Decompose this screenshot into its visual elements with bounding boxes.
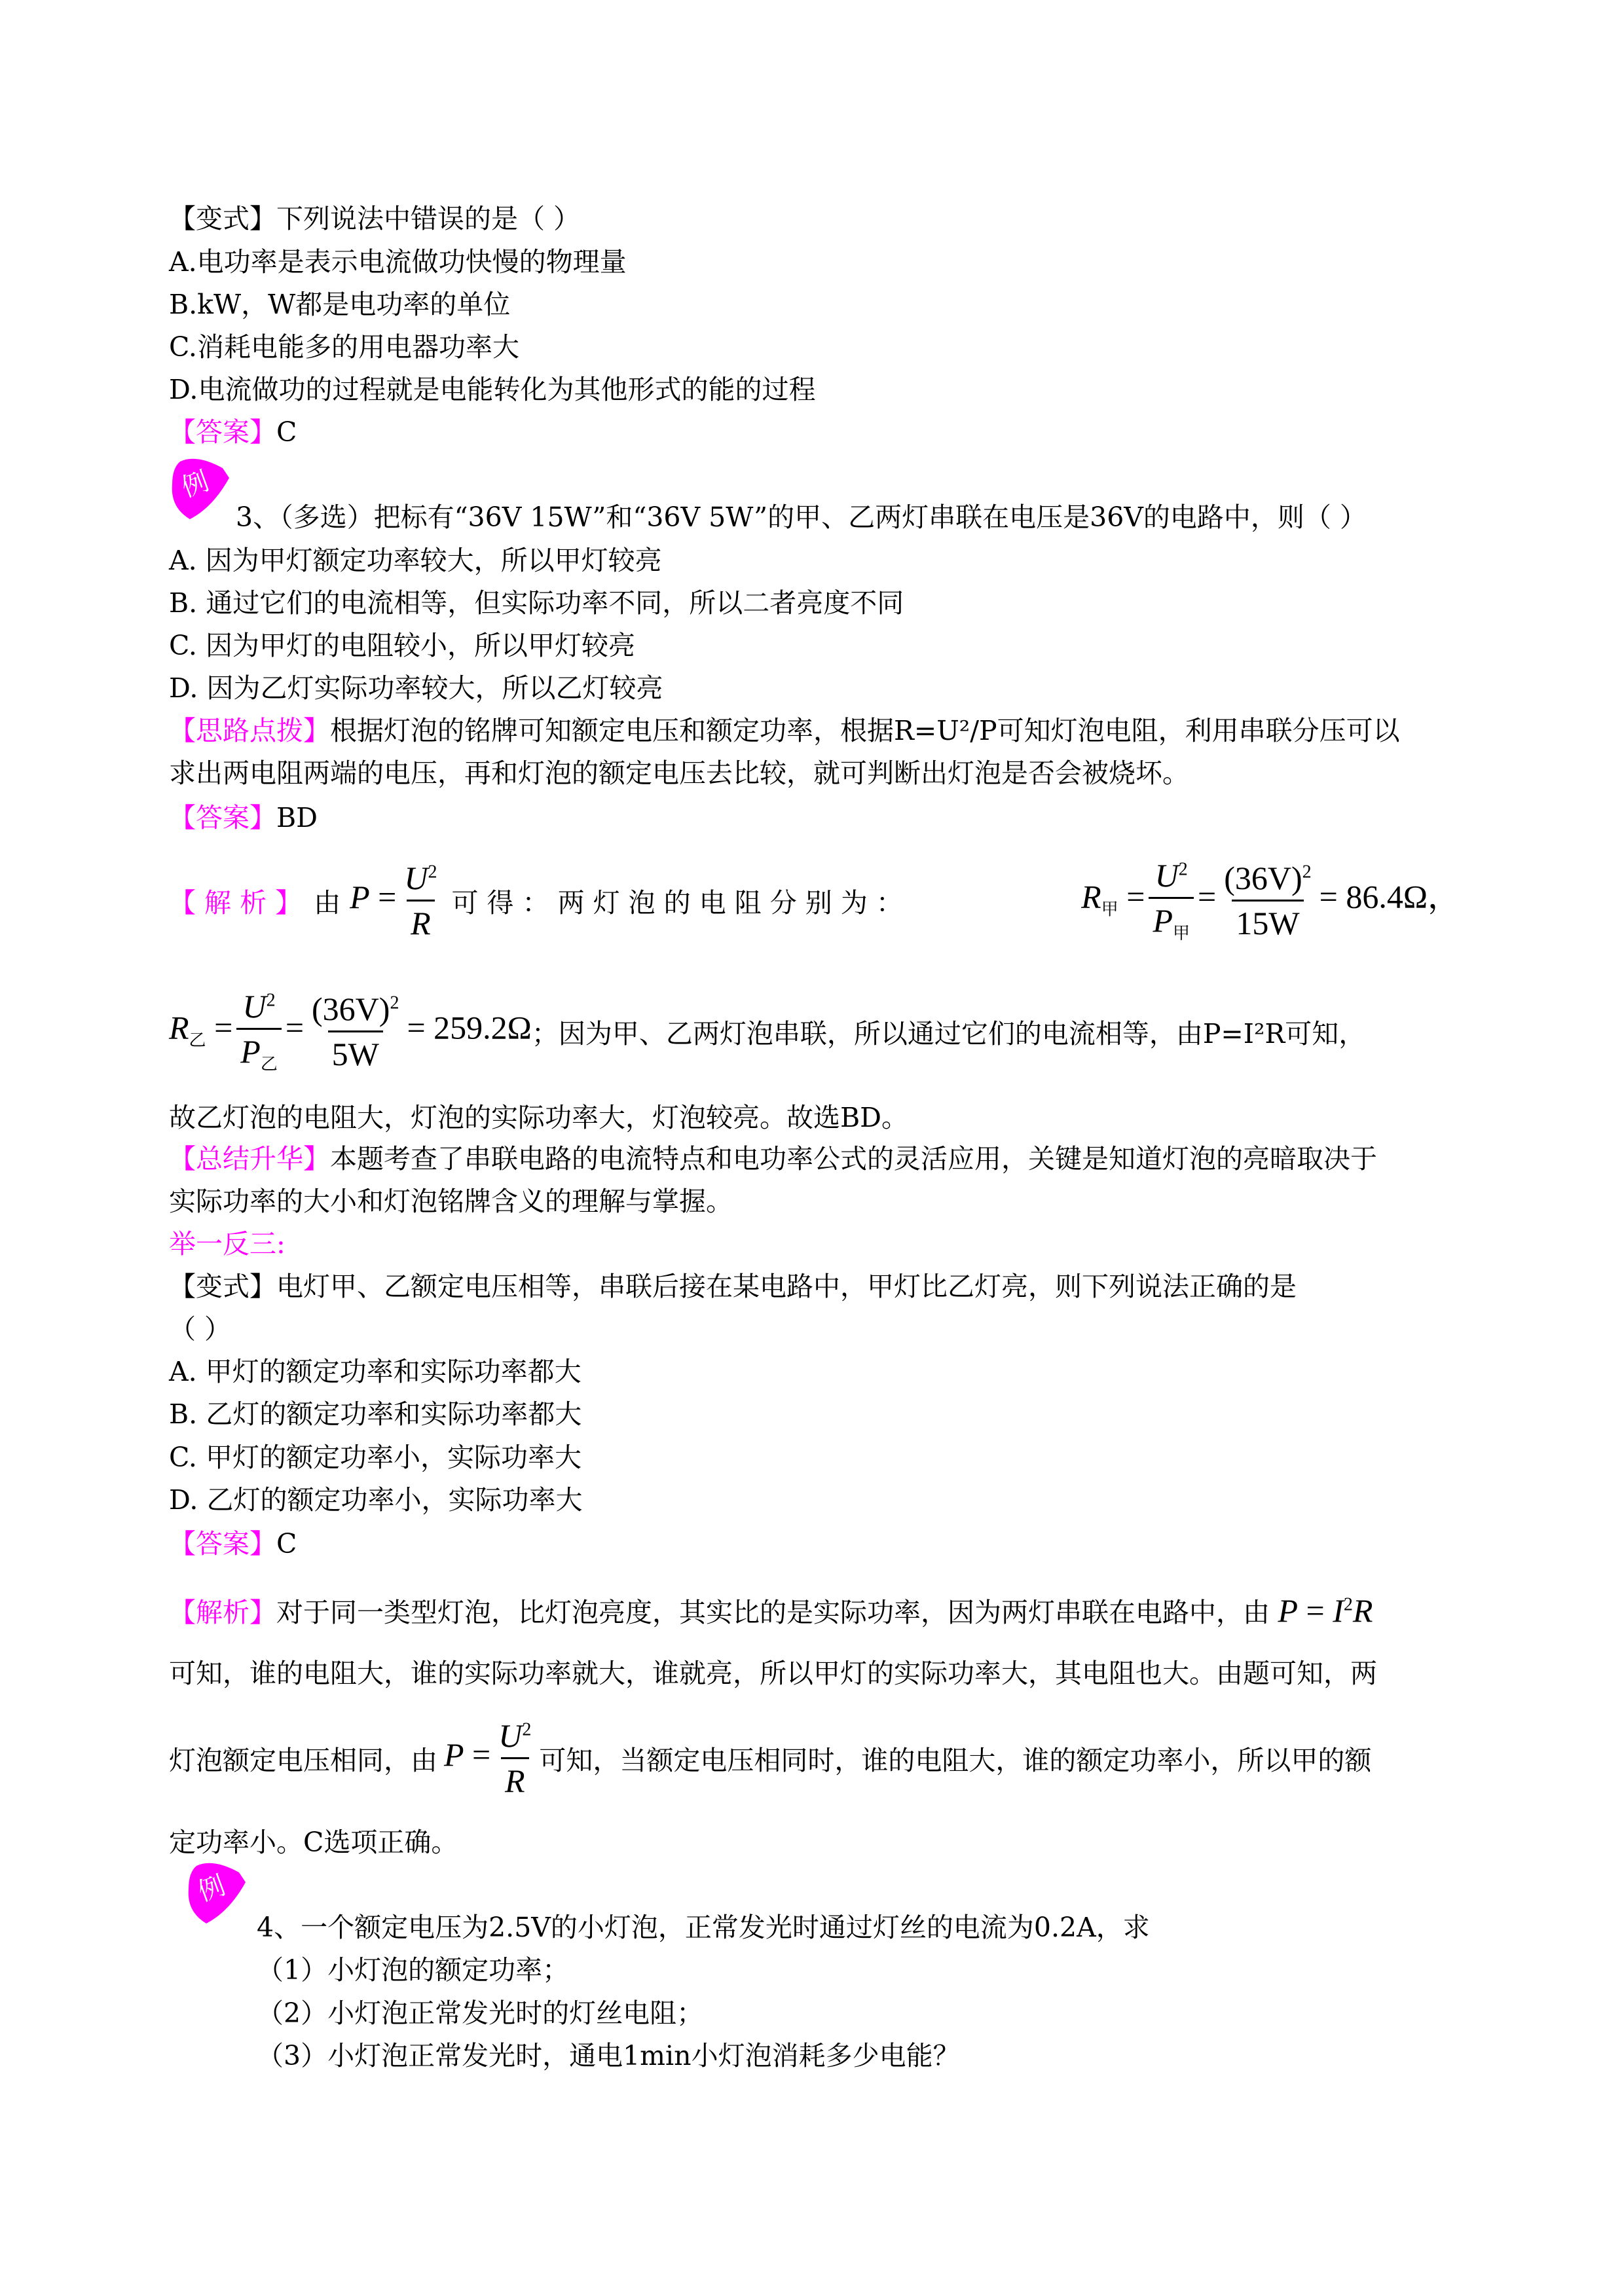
option-b: B. 乙灯的额定功率和实际功率都大 [169, 1398, 582, 1430]
formula-p-u2-r: P = $\frac{U^2}{R}$ [444, 1717, 532, 1799]
option-c: C. 甲灯的额定功率小，实际功率大 [169, 1442, 581, 1473]
option-b: B. 通过它们的电流相等，但实际功率不同，所以二者亮度不同 [169, 587, 904, 619]
sub-question-1: （1）小灯泡的额定功率； [257, 1954, 570, 1986]
option-c: C.消耗电能多的用电器功率大 [169, 331, 519, 363]
variant-tag: 【变式】 [169, 1271, 276, 1302]
option-a: A. 因为甲灯额定功率较大，所以甲灯较亮 [169, 545, 662, 576]
question-paren: （ ） [169, 1313, 232, 1345]
answer-value: C [276, 1528, 297, 1559]
v2-solution-line3 [169, 1715, 1460, 1800]
solution-line3: 故乙灯泡的电阻大，灯泡的实际功率大，灯泡较亮。故选BD。 [169, 1102, 908, 1133]
option-c: C. 因为甲灯的电阻较小，所以甲灯较亮 [169, 630, 635, 661]
summary-cont: 实际功率的大小和灯泡铭牌含义的理解与掌握。 [169, 1186, 733, 1217]
solution-tag: 【解析】 [169, 1597, 276, 1628]
answer-value: BD [276, 802, 318, 833]
svg-text:例: 例 [177, 465, 213, 503]
answer [169, 1528, 297, 1559]
v2-solution-line2: 可知，谁的电阻大，谁的实际功率就大，谁就亮，所以甲灯的实际功率大，其电阻也大。由题可知，两 [169, 1658, 1377, 1689]
formula-p-u2-r: P = $\frac{U^2}{R}$ [350, 859, 437, 941]
option-d: D. 乙灯的额定功率小，实际功率大 [169, 1484, 583, 1516]
question-text: 电灯甲、乙额定电压相等，串联后接在某电路中，甲灯比乙灯亮，则下列说法正确的是 [276, 1271, 1297, 1302]
variant2-question [169, 1273, 1297, 1300]
v2-solution-line1 [169, 1594, 1373, 1627]
solution-line2 [169, 982, 1460, 1080]
hint-tag: 【思路点拨】 [169, 715, 330, 746]
example-badge-icon [167, 455, 232, 520]
summary-tag: 【总结升华】 [169, 1143, 330, 1175]
example-badge-icon [183, 1859, 249, 1925]
answer [169, 416, 297, 448]
hint-cont: 求出两电阻两端的电压，再和灯泡的额定电压去比较，就可判断出灯泡是否会被烧坏。 [169, 757, 1189, 789]
answer [169, 802, 318, 833]
svg-text:例: 例 [194, 1870, 229, 1908]
variant-tag: 【变式】 [169, 203, 276, 234]
text: 由 [314, 886, 341, 919]
practice-heading: 举一反三: [169, 1228, 286, 1260]
solution-line1 [169, 851, 1460, 949]
text: 灯泡额定电压相同，由 [169, 1744, 437, 1776]
option-a: A. 甲灯的额定功率和实际功率都大 [169, 1356, 581, 1387]
option-a: A.电功率是表示电流做功快慢的物理量 [169, 246, 627, 278]
hint [169, 715, 1400, 746]
formula-r-jia: $R_甲$ = $\frac{U^2}{P_甲}$ = $\frac{(36V)^2}{15W}$ = 86.4Ω， [1081, 857, 1460, 943]
example4-question: 4、一个额定电压为2.5V的小灯泡，正常发光时通过灯丝的电流为0.2A，求 [257, 1912, 1150, 1943]
summary [169, 1143, 1377, 1175]
answer-tag: 【答案】 [169, 1528, 276, 1559]
formula-r-yi: $R_乙$ = $\frac{U^2}{P_乙}$ = $\frac{(36V)^2}{5W}$ = 259.2Ω [169, 988, 532, 1074]
solution-tag: 【 解 析 】 [169, 886, 303, 919]
sub-question-3: （3）小灯泡正常发光时，通电1min小灯泡消耗多少电能？ [257, 2040, 960, 2071]
answer-tag: 【答案】 [169, 802, 276, 833]
text: 对于同一类型灯泡，比灯泡亮度，其实比的是实际功率，因为两灯串联在电路中，由 [276, 1597, 1270, 1628]
variant1-question [169, 203, 581, 234]
text: 可 得 ： 两 灯 泡 的 电 阻 分 别 为 ： [451, 886, 903, 919]
answer-tag: 【答案】 [169, 416, 276, 448]
formula-p-i2r: $P = I^2R$ [1278, 1592, 1373, 1629]
sub-question-2: （2）小灯泡正常发光时的灯丝电阻； [257, 1997, 704, 2029]
hint-text: 根据灯泡的铭牌可知额定电压和额定功率，根据R=U²/P可知灯泡电阻，利用串联分压可以 [330, 715, 1400, 746]
question-text: 下列说法中错误的是（ ） [276, 203, 581, 234]
option-d: D.电流做功的过程就是电能转化为其他形式的能的过程 [169, 374, 816, 405]
option-b: B.kW，W都是电功率的单位 [169, 289, 511, 320]
example3-question: 3、（多选）把标有“36V 15W”和“36V 5W”的甲、乙两灯串联在电压是36V的电路中，则（ ） [236, 501, 1367, 533]
answer-value: C [276, 416, 297, 448]
text: 可知，当额定电压相同时，谁的电阻大，谁的额定功率小，所以甲的额 [539, 1744, 1372, 1776]
summary-text: 本题考查了串联电路的电流特点和电功率公式的灵活应用，关键是知道灯泡的亮暗取决于 [330, 1143, 1377, 1175]
text: ；因为甲、乙两灯泡串联，所以通过它们的电流相等，由P=I²R可知， [531, 1017, 1366, 1049]
v2-solution-line4: 定功率小。C选项正确。 [169, 1827, 458, 1858]
option-d: D. 因为乙灯实际功率较大，所以乙灯较亮 [169, 672, 663, 704]
